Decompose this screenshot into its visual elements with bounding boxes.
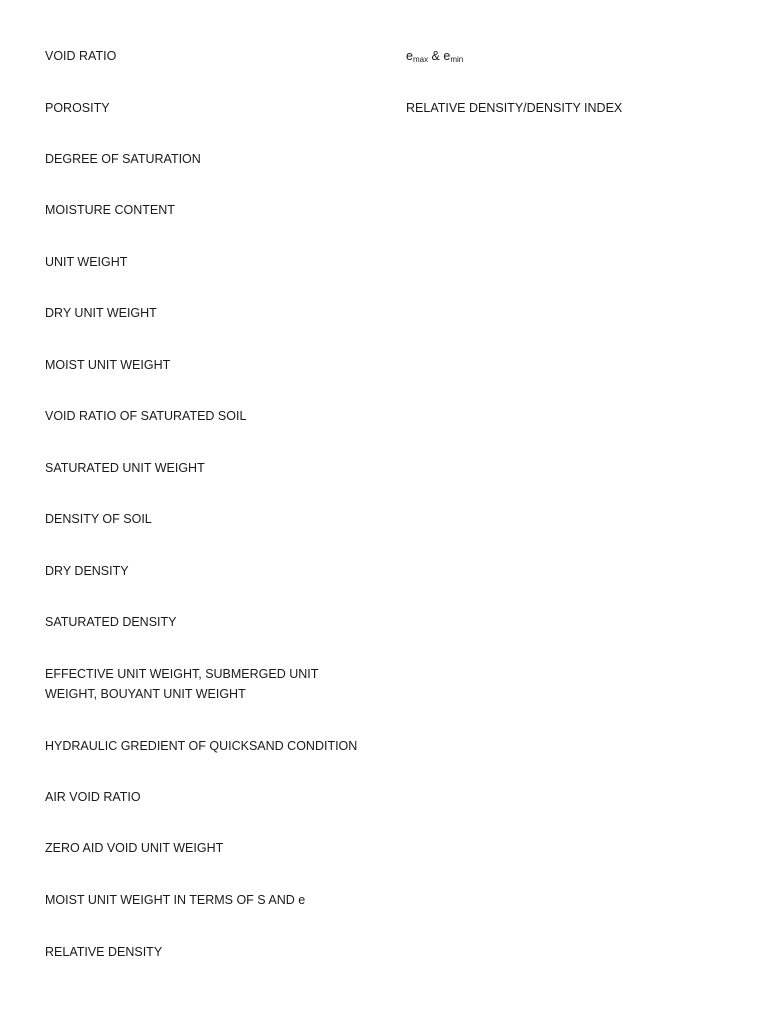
- term-moist-unit-weight-s-e: MOIST UNIT WEIGHT IN TERMS OF S AND e: [45, 893, 306, 907]
- emin-base: e: [443, 49, 451, 63]
- term-dry-density: DRY DENSITY: [45, 564, 129, 578]
- term-saturated-density: SATURATED DENSITY: [45, 615, 177, 629]
- emax-base: e: [406, 49, 413, 63]
- term-void-ratio-saturated-soil: VOID RATIO OF SATURATED SOIL: [45, 409, 247, 423]
- term-zero-air-void-unit-weight: ZERO AID VOID UNIT WEIGHT: [45, 841, 224, 855]
- term-saturated-unit-weight: SATURATED UNIT WEIGHT: [45, 461, 205, 475]
- term-relative-density: RELATIVE DENSITY: [45, 945, 163, 959]
- term-air-void-ratio: AIR VOID RATIO: [45, 790, 141, 804]
- term-dry-unit-weight: DRY UNIT WEIGHT: [45, 306, 157, 320]
- term-moisture-content: MOISTURE CONTENT: [45, 203, 175, 217]
- term-density-of-soil: DENSITY OF SOIL: [45, 512, 152, 526]
- term-effective-unit-weight: EFFECTIVE UNIT WEIGHT, SUBMERGED UNIT WEIGHT, BOUYANT UNIT WEIGHT: [45, 667, 319, 701]
- term-porosity: POROSITY: [45, 101, 110, 115]
- term-degree-of-saturation: DEGREE OF SATURATION: [45, 152, 201, 166]
- term-emax-emin: [406, 46, 463, 66]
- emax-subscript: max: [412, 55, 429, 64]
- emin-subscript: min: [450, 55, 464, 64]
- term-moist-unit-weight: MOIST UNIT WEIGHT: [45, 358, 171, 372]
- term-hydraulic-gradient: HYDRAULIC GREDIENT OF QUICKSAND CONDITION: [45, 739, 358, 753]
- term-relative-density-index: RELATIVE DENSITY/DENSITY INDEX: [406, 101, 623, 115]
- term-unit-weight: UNIT WEIGHT: [45, 255, 128, 269]
- term-void-ratio: VOID RATIO: [45, 49, 117, 63]
- ampersand: &: [428, 49, 444, 63]
